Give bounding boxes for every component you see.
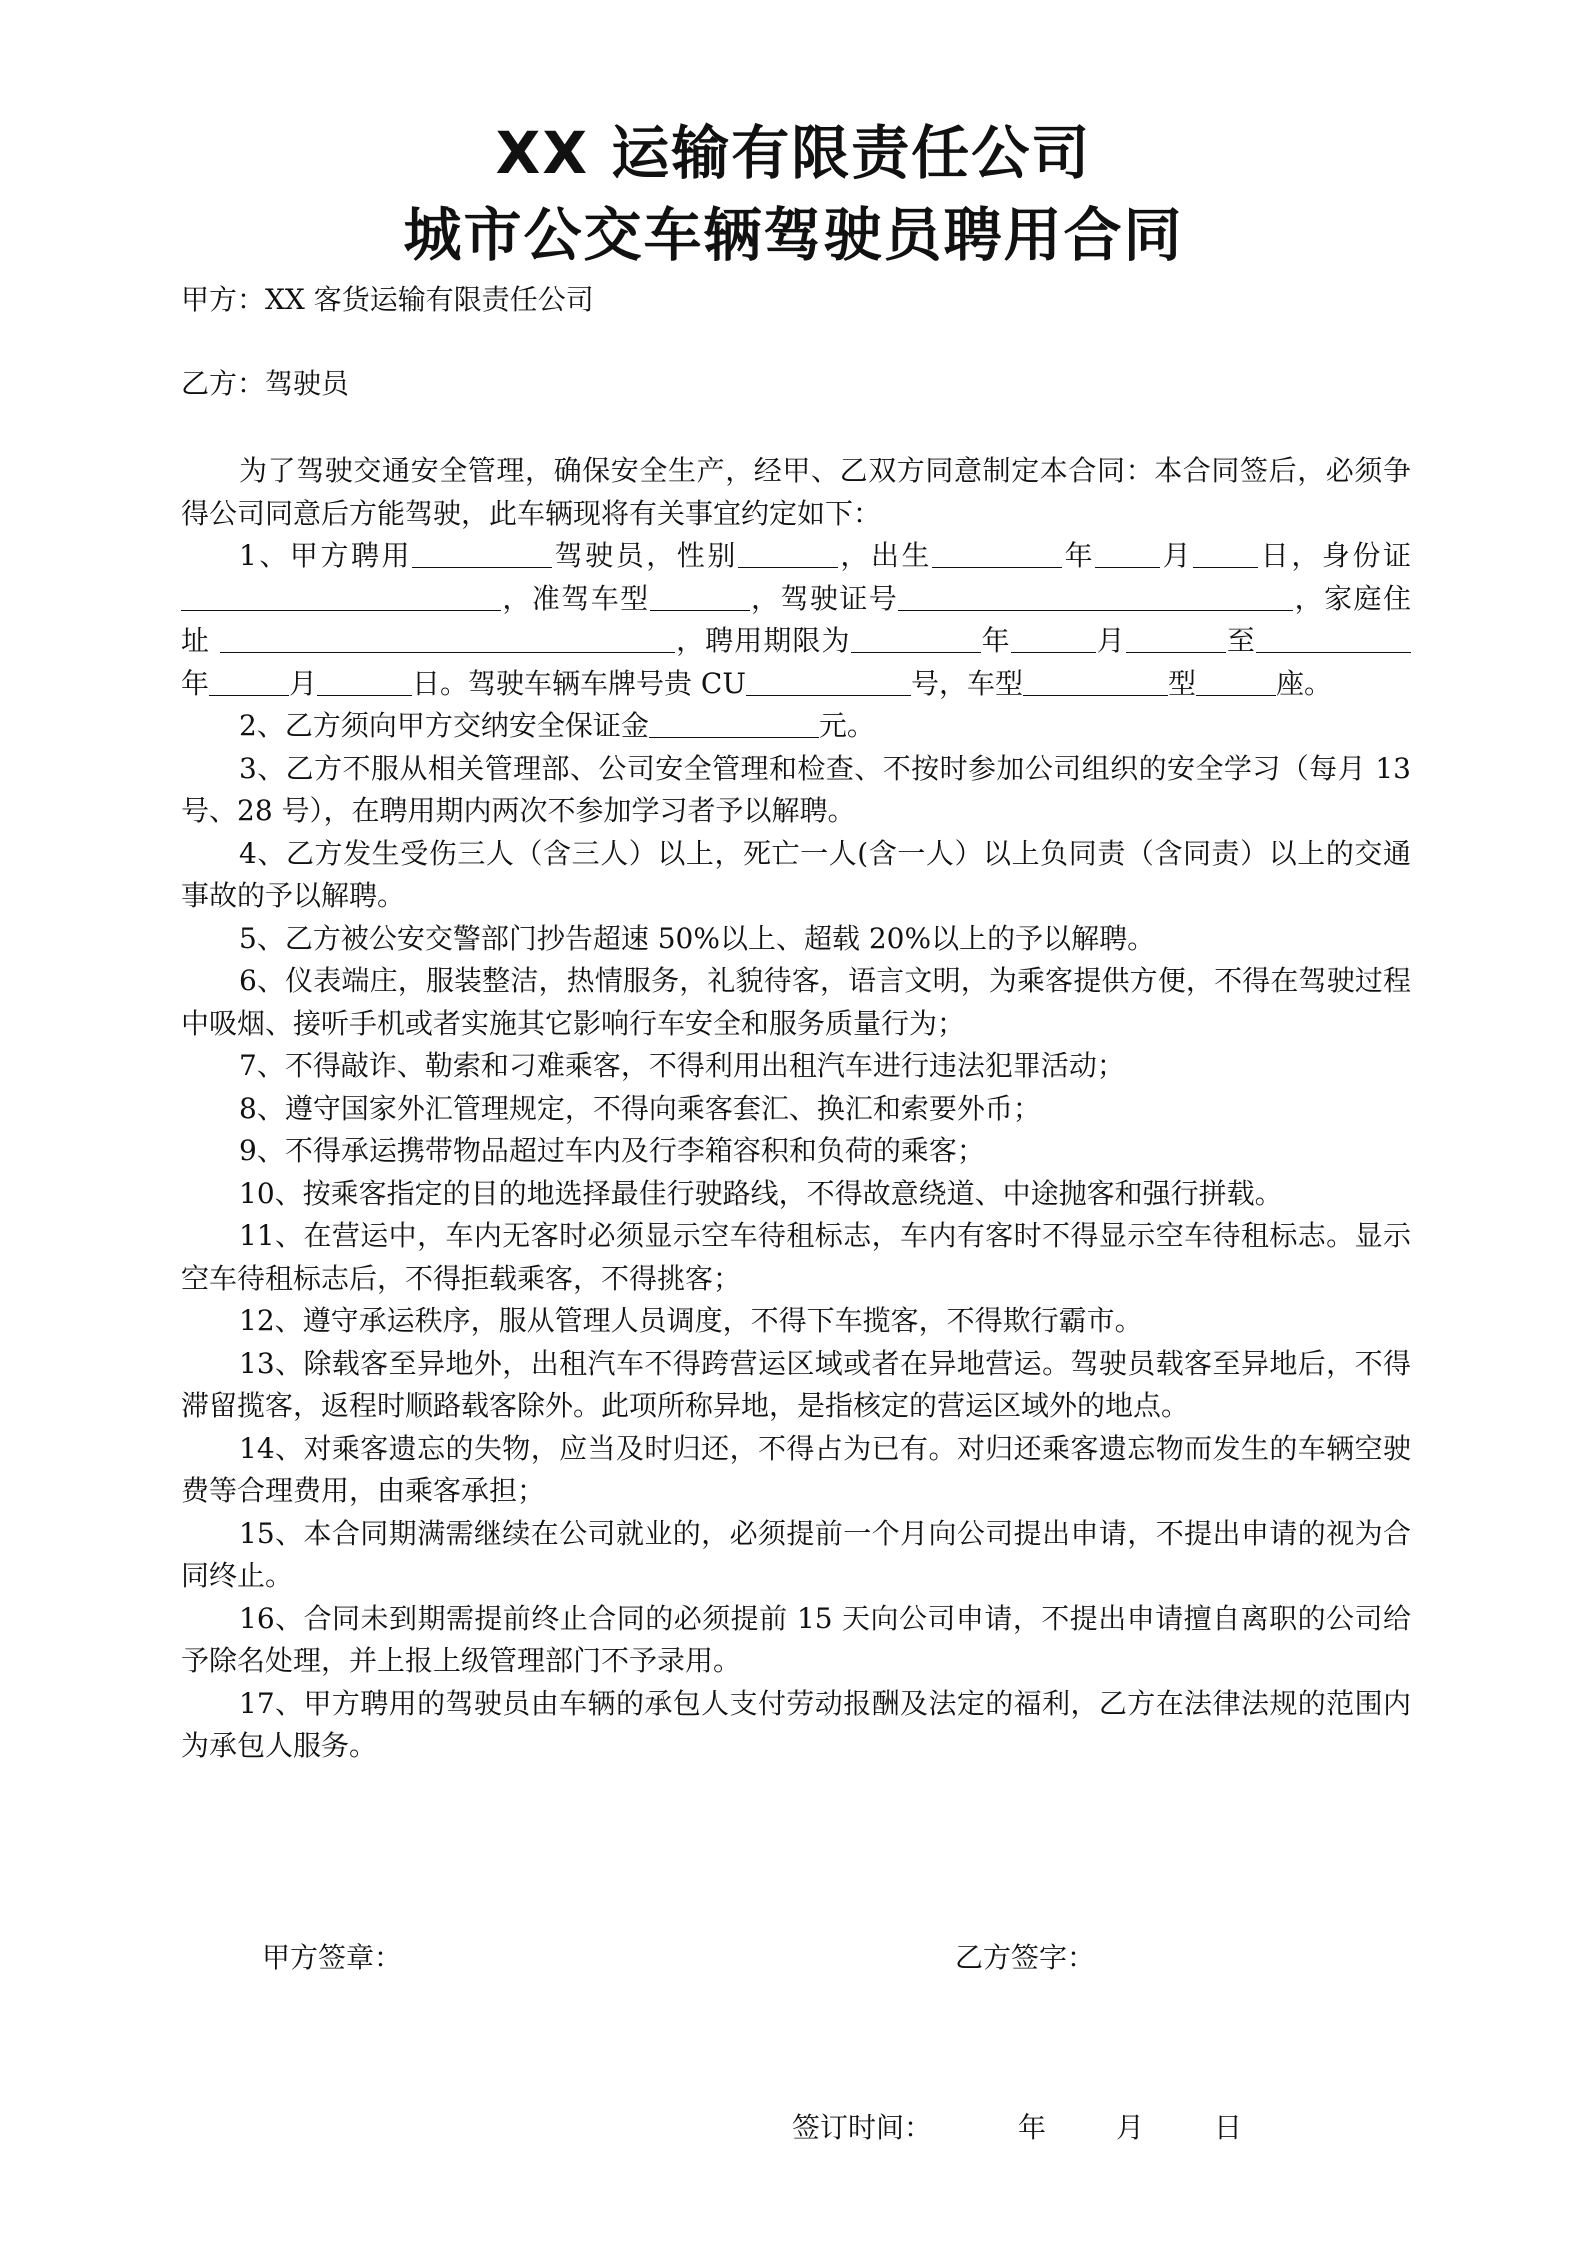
blank-end-day [317,667,412,696]
clause-text: ，聘用期限为 [675,624,851,657]
intro-paragraph: 为了驾驶交通安全管理，确保安全生产，经甲、乙双方同意制定本合同：本合同签后，必须争得公司同意后方能驾驶，此车辆现将有关事宜约定如下： [181,454,1411,530]
signing-month-label: 月 [1116,2111,1145,2144]
clause-text: 年 [181,666,210,700]
clause-text: 型 [1167,666,1196,700]
blank-vehicle-class [650,582,750,611]
clause-16: 16、合同未到期需提前终止合同的必须提前 15 天向公司申请，不提出申请擅自离职的公司给予除名处理，并上报上级管理部门不予录用。 [181,1601,1411,1677]
clause-text: 2、乙方须向甲方交纳安全保证金 [239,709,649,742]
blank-gender [738,539,838,568]
contract-body [181,450,1411,1768]
clause-3: 3、乙方不服从相关管理部、公司安全管理和检查、不按时参加公司组织的安全学习（每月 13 号、28 号），在聘用期内两次不参加学习者予以解聘。 [181,751,1411,827]
party-b: 乙方：驾驶员 [181,367,350,400]
blank-id-number [181,582,501,611]
party-a: 甲方：XX 客货运输有限责任公司 [181,283,594,316]
clause-1 [181,535,1411,705]
blank-end-month [209,667,289,696]
blank-license-number [898,582,1293,611]
clause-text: 座。 [1276,666,1333,700]
blank-name [412,539,552,568]
clause-11: 11、在营运中，车内无客时必须显示空车待租标志，车内有客时不得显示空车待租标志。显示空车待租标志后，不得拒载乘客，不得挑客； [181,1219,1411,1295]
document-title-company: XX 运输有限责任公司 [495,119,1092,187]
clause-text: 1、甲方聘用 [239,539,413,572]
blank-start-year [851,624,981,653]
clause-text: 家庭住址 [181,581,1411,657]
clause-text: ， [1293,581,1325,615]
blank-end-year [1256,624,1411,653]
blank-birth-year [932,539,1062,568]
clause-text: 元。 [818,709,875,742]
clause-4: 4、乙方发生受伤三人（含三人）以上，死亡一人(含一人）以上负同责（含同责）以上的交通事故的予以解聘。 [181,836,1411,912]
blank-deposit [649,709,819,738]
clause-text: 月 [1095,624,1126,657]
blank-address [220,624,675,653]
blank-birth-month [1095,539,1160,568]
signing-day-label: 日 [1214,2111,1243,2144]
party-b-signature-label: 乙方签字： [955,1941,1096,1974]
clause-text: ，准驾车型 [501,581,650,615]
blank-start-month [1011,624,1096,653]
clause-text: 日，身份证 [1258,539,1411,572]
clause-13: 13、除载客至异地外，出租汽车不得跨营运区域或者在异地营运。驾驶员载客至异地后，不得滞留揽客，返程时顺路载客除外。此项所称异地，是指核定的营运区域外的地点。 [181,1346,1411,1422]
clause-text: 月 [1160,539,1194,572]
clause-6: 6、仪表端庄，服装整洁，热情服务，礼貌待客，语言文明，为乘客提供方便，不得在驾驶过程中吸烟、接听手机或者实施其它影响行车安全和服务质量行为； [181,964,1411,1040]
signing-time-label: 签订时间： [792,2111,933,2144]
clause-text: 号，车型 [910,666,1023,700]
blank-seats [1196,667,1276,696]
clause-text: ，出生 [837,539,933,572]
blank-plate-number [746,667,911,696]
clause-5: 5、乙方被公安交警部门抄告超速 50%以上、超载 20%以上的予以解聘。 [239,921,1156,955]
clause-text: 月 [289,666,318,700]
clause-10: 10、按乘客指定的目的地选择最佳行驶路线，不得故意绕道、中途抛客和强行拼载。 [239,1176,1283,1210]
clause-9: 9、不得承运携带物品超过车内及行李箱容积和负荷的乘客； [239,1134,985,1167]
clause-text: 至 [1225,624,1256,657]
clause-2 [181,705,1411,748]
blank-birth-day [1193,539,1258,568]
clause-text: ，驾驶证号 [749,581,899,615]
clause-text: 日。驾驶车辆车牌号贵 CU [412,666,746,700]
clause-14: 14、对乘客遗忘的失物，应当及时归还，不得占为已有。对归还乘客遗忘物而发生的车辆空驶费等合理费用，由乘客承担； [181,1431,1411,1507]
document-title-contract: 城市公交车辆驾驶员聘用合同 [403,201,1184,269]
signing-year-label: 年 [1018,2111,1047,2144]
clause-text: 驾驶员，性别 [552,539,738,572]
clause-12: 12、遵守承运秩序，服从管理人员调度，不得下车揽客，不得欺行霸市。 [239,1304,1143,1337]
clause-7: 7、不得敲诈、勒索和刁难乘客，不得利用出租汽车进行违法犯罪活动； [239,1049,1125,1082]
party-a-seal-label: 甲方签章： [262,1941,403,1974]
clause-17: 17、甲方聘用的驾驶员由车辆的承包人支付劳动报酬及法定的福利，乙方在法律法规的范围内为承包人服务。 [181,1686,1411,1762]
clause-8: 8、遵守国家外汇管理规定，不得向乘客套汇、换汇和索要外币； [239,1091,1041,1125]
blank-vehicle-model [1023,667,1168,696]
clause-text: 年 [1062,539,1096,572]
clause-text: 年 [980,624,1011,657]
blank-start-day [1126,624,1226,653]
clause-15: 15、本合同期满需继续在公司就业的，必须提前一个月向公司提出申请，不提出申请的视为合同终止。 [181,1516,1411,1592]
